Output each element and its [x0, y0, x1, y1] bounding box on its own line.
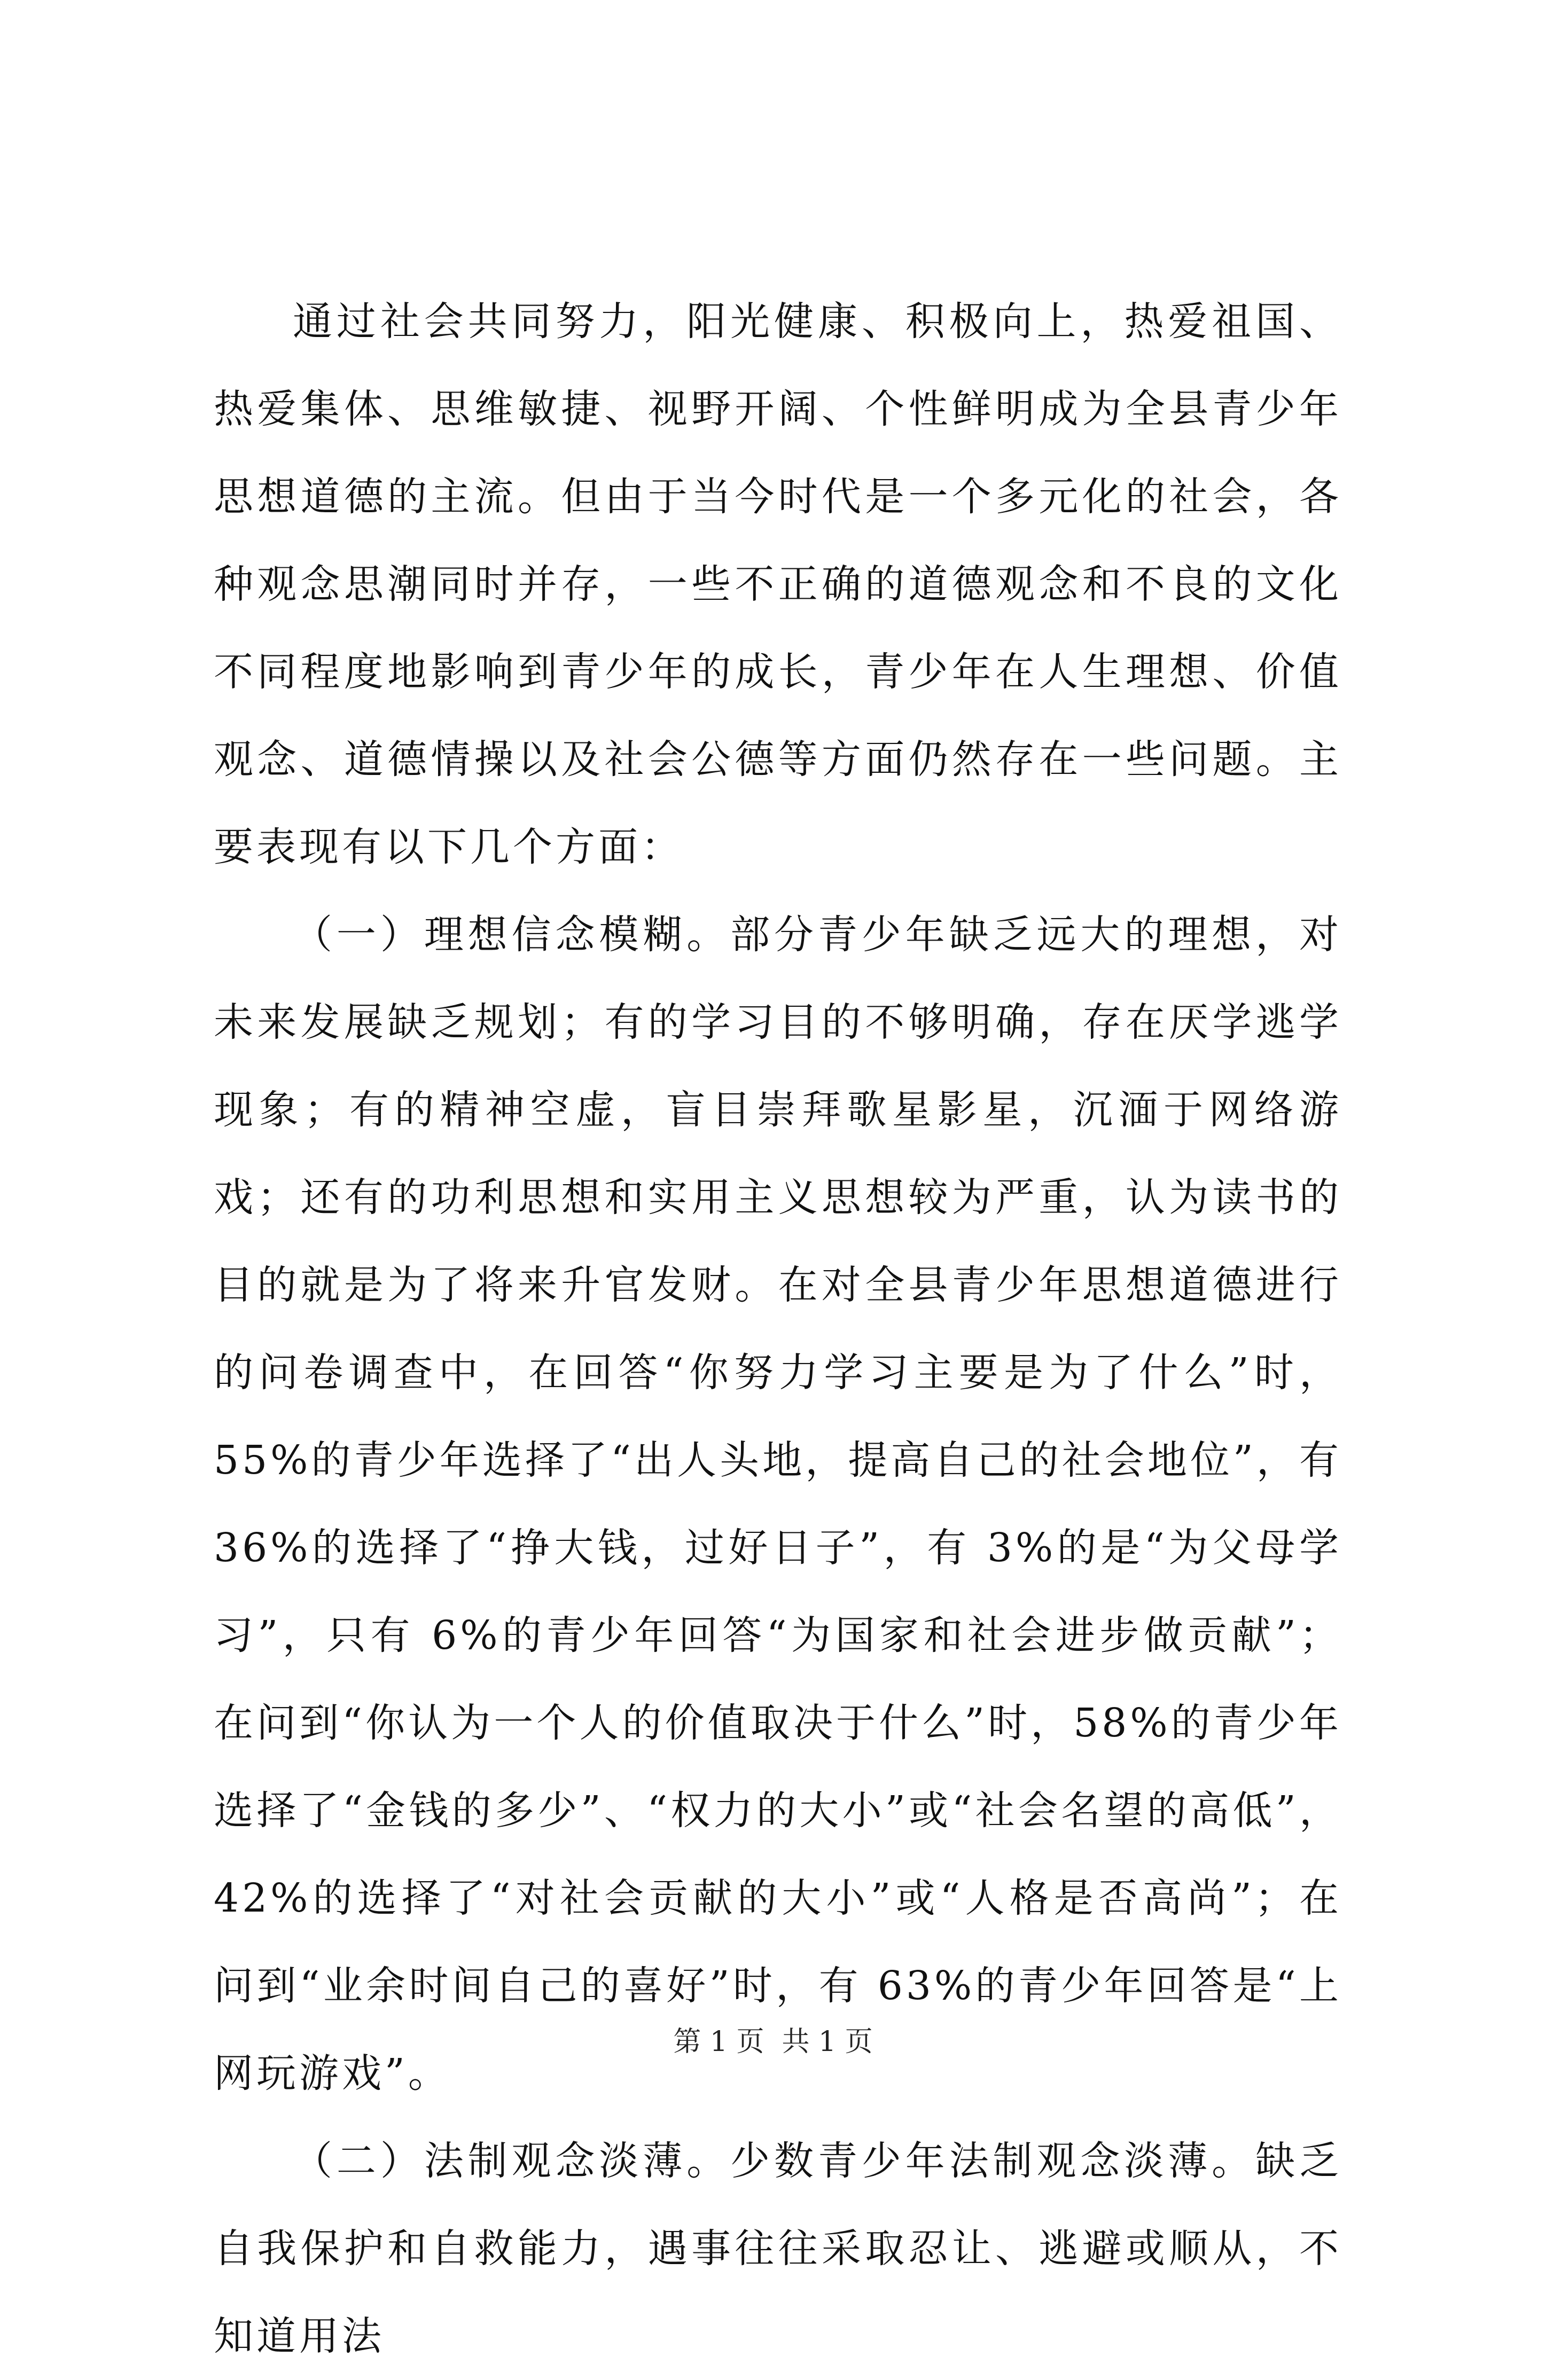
page-footer: 第 1 页 共 1 页 — [673, 2026, 873, 2058]
paragraph-legal: （二）法制观念淡薄。少数青少年法制观念淡薄。缺乏自我保护和自救能力，遇事往往采取忍让、逃避或顺从，不知道用法 — [214, 2138, 1342, 2359]
paragraph-intro: 通过社会共同努力，阳光健康、积极向上，热爱祖国、热爱集体、思维敏捷、视野开阔、个性鲜明成为全县青少年思想道德的主流。但由于当今时代是一个多元化的社会，各种观念思潮同时并存，一些不正确的道德观念和不良的文化不同程度地影响到青少年的成长，青少年在人生理想、价值观念、道德情操以及社会公德等方面仍然存在一些问题。主要表现有以下几个方面： — [214, 299, 1342, 870]
paragraph-ideals: （一）理想信念模糊。部分青少年缺乏远大的理想，对未来发展缺乏规划；有的学习目的不够明确，存在厌学逃学现象；有的精神空虚，盲目崇拜歌星影星，沉湎于网络游戏；还有的功利思想和实用主义思想较为严重，认为读书的目的就是为了将来升官发财。在对全县青少年思想道德进行的问卷调查中，在回答“你努力学习主要是为了什么”时，55%的青少年选择了“出人头地，提高自己的社会地位”，有 36%的选择了“挣大钱，过好日子”，有 3%的是“为父母学习”，只有 6%的青少年回答“为国家和社会进步做贡献”；在问到“你认为一个人的价值取决于什么”时，58%的青少年选择了“金钱的多少”、“权力的大小”或“社会名望的高低”，42%的选择了“对社会贡献的大小”或“人格是否高尚”；在问到“业余时间自己的喜好”时，有 63%的青少年回答是“上网玩游戏”。 — [214, 912, 1342, 2096]
document-body — [214, 278, 1342, 2380]
